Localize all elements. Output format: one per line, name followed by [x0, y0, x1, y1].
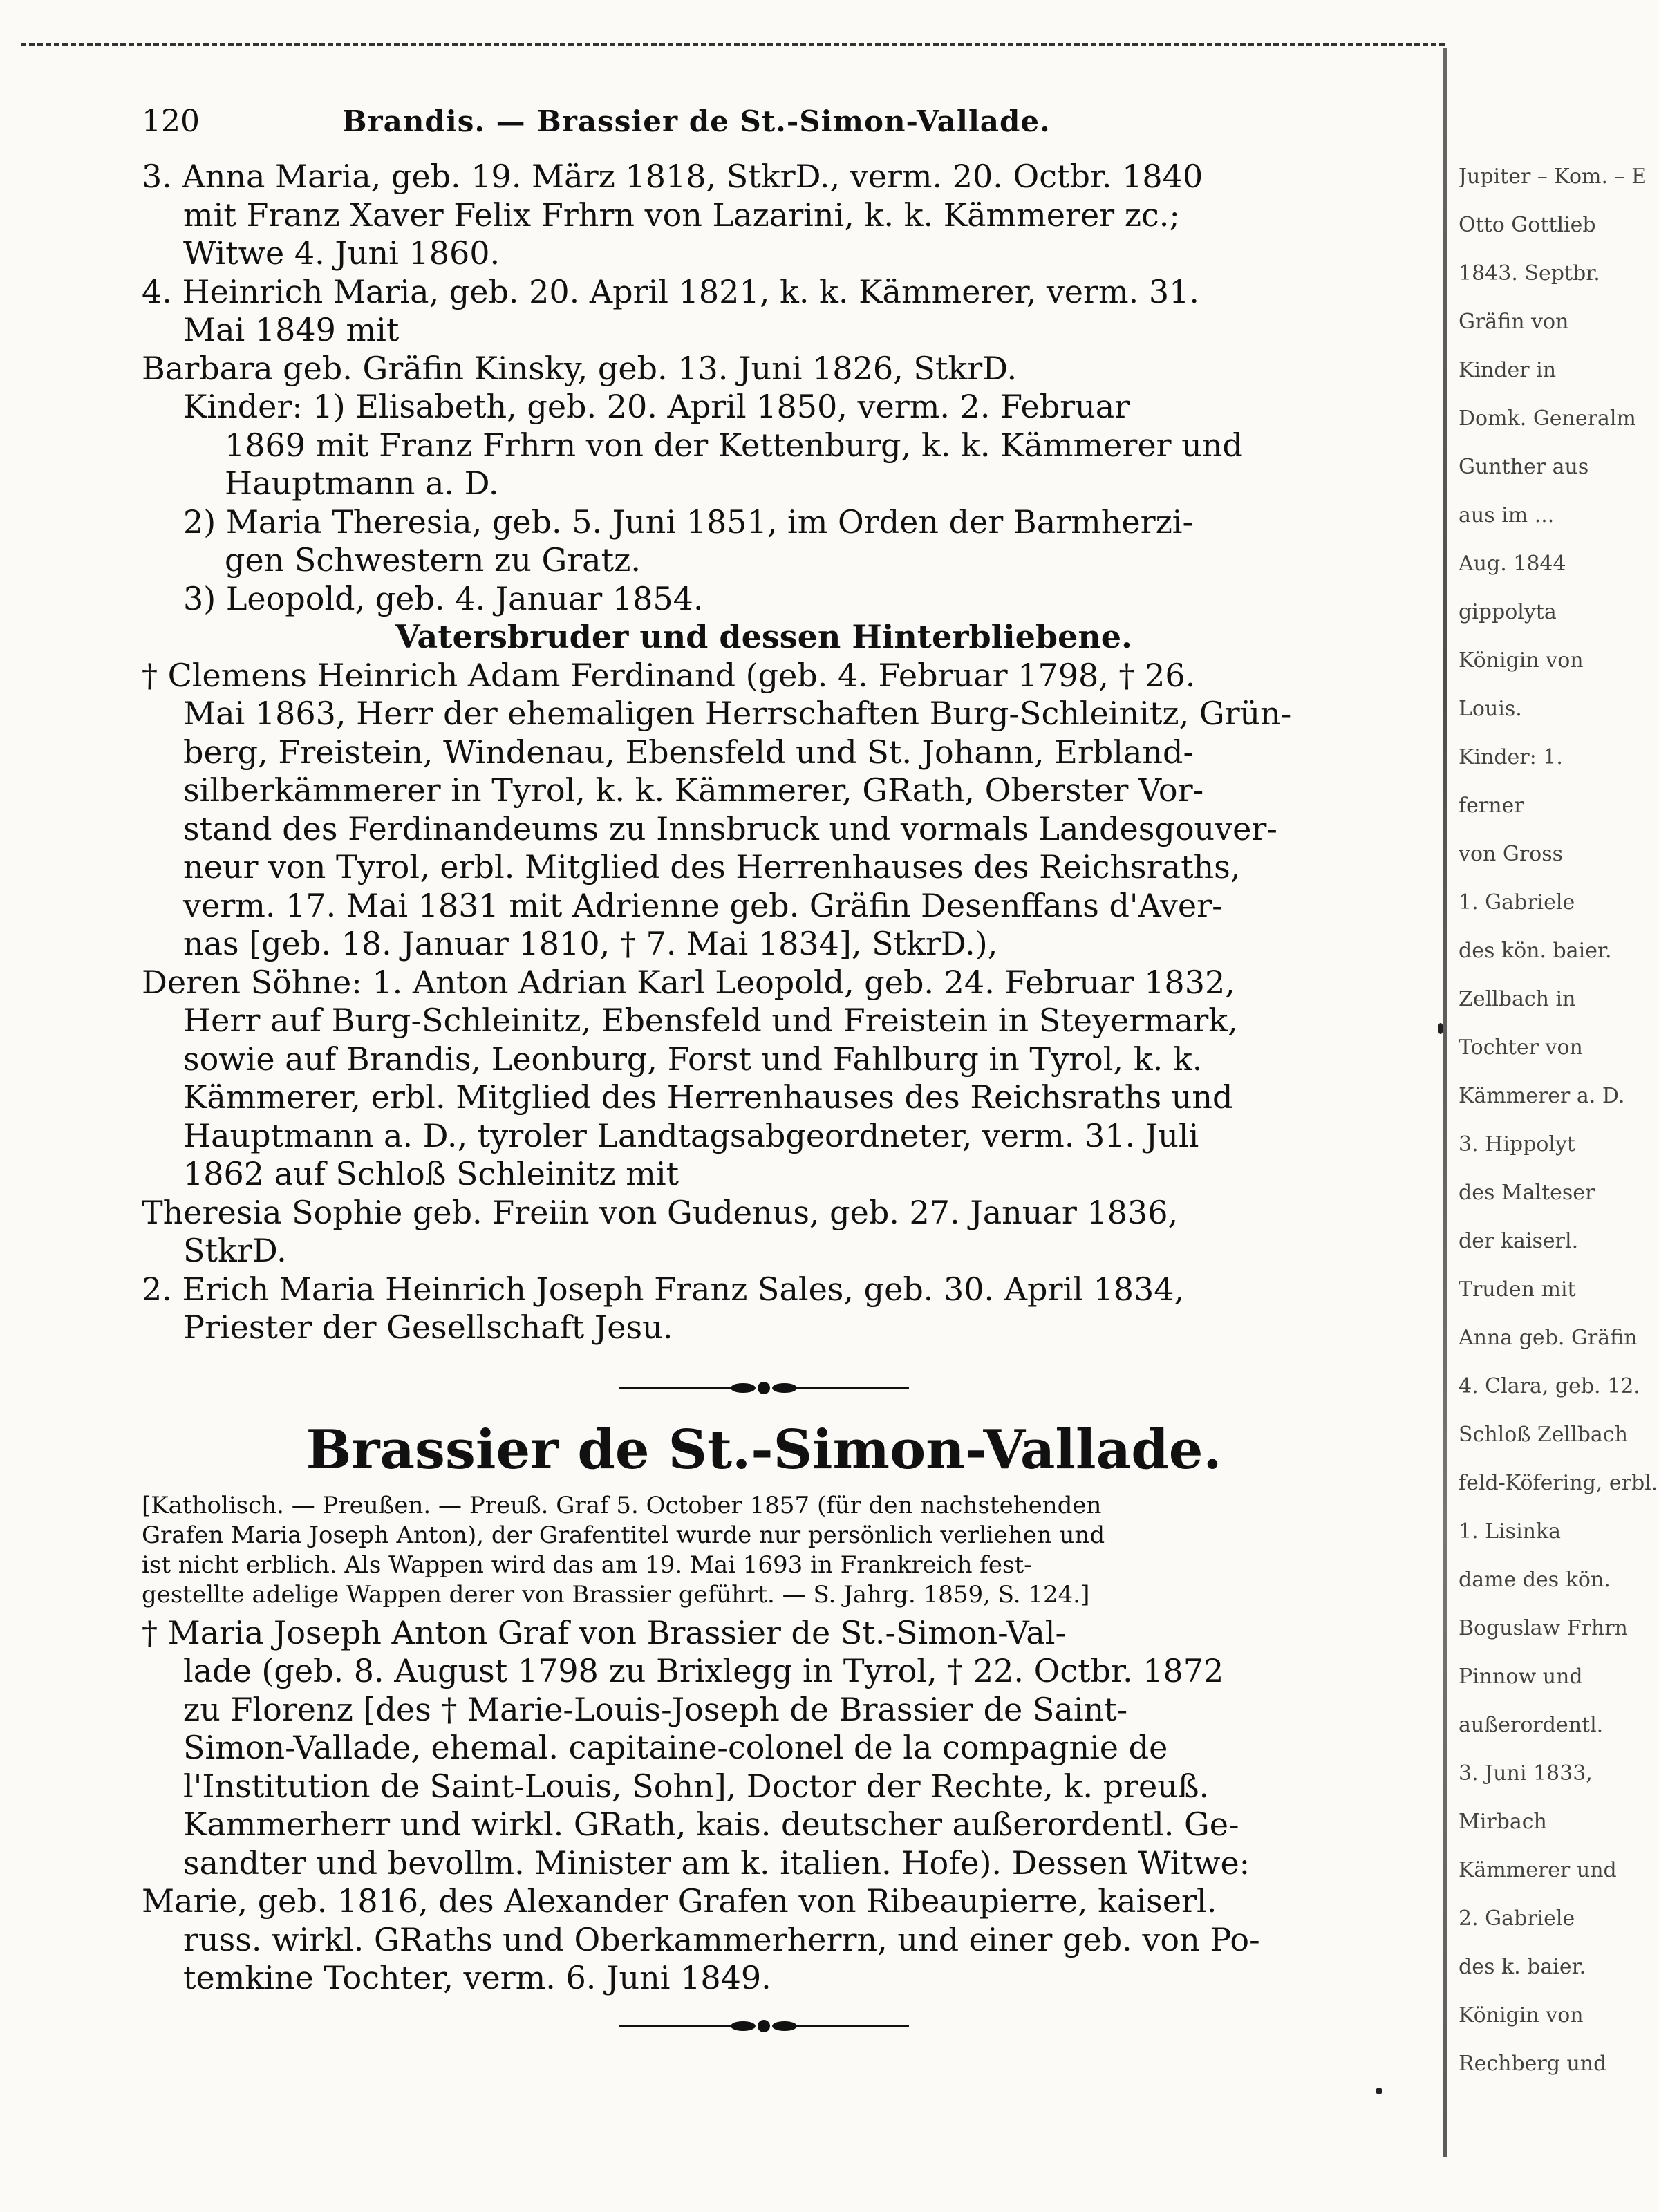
text-line: 1862 auf Schloß Schleinitz mit [183, 1155, 679, 1192]
text-line: StkrD. [183, 1232, 287, 1269]
intro-paragraph [142, 1491, 1386, 1610]
margin-fragment-line: 1. Lisinka [1459, 1521, 1562, 1544]
text-line: Hauptmann a. D. [225, 465, 499, 502]
margin-fragment-line: Pinnow und [1459, 1666, 1583, 1689]
page-number: 120 [142, 104, 200, 139]
text-line: temkine Tochter, verm. 6. Juni 1849. [183, 1959, 771, 1996]
text-line: Grafen Maria Joseph Anton), der Grafentitel wurde nur persönlich verliehen und [142, 1521, 1105, 1549]
text-line: sowie auf Brandis, Leonburg, Forst und Fahlburg in Tyrol, k. k. [183, 1040, 1203, 1078]
text-line: gen Schwestern zu Gratz. [225, 541, 641, 579]
text-line: Mai 1849 mit [183, 311, 400, 348]
text-line: Priester der Gesellschaft Jesu. [183, 1309, 673, 1346]
section-ornament-end [142, 2005, 1386, 2047]
text-line: verm. 17. Mai 1831 mit Adrienne geb. Gräfin Desenffans d'Aver- [183, 886, 1223, 924]
text-line: Hauptmann a. D., tyroler Landtagsabgeordneter, verm. 31. Juli [183, 1116, 1199, 1154]
text-line: Kämmerer, erbl. Mitglied des Herrenhauses des Reichsraths und [183, 1078, 1233, 1116]
margin-fragment-line: Truden mit [1459, 1279, 1576, 1302]
ornament-rule-icon [619, 2016, 909, 2036]
margin-fragment-line: 4. Clara, geb. 12. [1459, 1376, 1640, 1398]
text-line: mit Franz Xaver Felix Frhrn von Lazarini, k. k. Kämmerer zc.; [183, 196, 1180, 234]
text-line: lade (geb. 8. August 1798 zu Brixlegg in Tyrol, † 22. Octbr. 1872 [183, 1652, 1224, 1689]
subheading: Vatersbruder und dessen Hinterbliebene. [395, 618, 1133, 655]
page-header [142, 104, 1386, 158]
text-line: ist nicht erblich. Als Wappen wird das am 19. Mai 1693 in Frankreich fest- [142, 1550, 1032, 1579]
margin-fragment-line: des k. baier. [1459, 1956, 1586, 1979]
text-line: 1869 mit Franz Frhrn von der Kettenburg, k. k. Kämmerer und [225, 426, 1243, 464]
margin-fragment-line: Domk. Generalm [1459, 408, 1636, 431]
entry-brandis [142, 158, 1386, 2047]
text-line: 2. Erich Maria Heinrich Joseph Franz Sales, geb. 30. April 1834, [142, 1270, 1185, 1308]
text-line: gestellte adelige Wappen derer von Brassier geführt. — S. Jahrg. 1859, S. 124.] [142, 1580, 1090, 1609]
text-line: Mai 1863, Herr der ehemaligen Herrschaften Burg-Schleinitz, Grün- [183, 695, 1292, 732]
running-title: Brandis. — Brassier de St.-Simon-Vallade. [342, 104, 1051, 138]
text-line: l'Institution de Saint-Louis, Sohn], Doctor der Rechte, k. preuß. [183, 1767, 1210, 1805]
ornament-rule-icon [619, 1378, 909, 1398]
text-line: 2) Maria Theresia, geb. 5. Juni 1851, im Orden der Barmherzi- [183, 503, 1194, 541]
text-line: Deren Söhne: 1. Anton Adrian Karl Leopold, geb. 24. Februar 1832, [142, 963, 1235, 1001]
gutter-fold-line [1443, 48, 1447, 2157]
adjacent-page-fragment [1459, 166, 1659, 2101]
text-line: 3) Leopold, geb. 4. Januar 1854. [183, 579, 704, 617]
margin-fragment-line: 3. Hippolyt [1459, 1134, 1575, 1156]
top-page-rule [21, 43, 1445, 46]
ink-speck [1438, 1023, 1443, 1034]
text-line: silberkämmerer in Tyrol, k. k. Kämmerer, GRath, Oberster Vor- [183, 771, 1204, 809]
margin-fragment-line: außerordentl. [1459, 1714, 1604, 1737]
text-line: † Maria Joseph Anton Graf von Brassier de St.-Simon-Val- [142, 1613, 1067, 1651]
margin-fragment-line: Jupiter – Kom. – E [1459, 166, 1647, 189]
margin-fragment-line: feld-Köfering, erbl. [1459, 1472, 1658, 1495]
margin-fragment-line: 2. Gabriele [1459, 1908, 1575, 1931]
text-line: 4. Heinrich Maria, geb. 20. April 1821, k. k. Kämmerer, verm. 31. [142, 272, 1200, 310]
text-line: Barbara geb. Gräfin Kinsky, geb. 13. Juni 1826, StkrD. [142, 349, 1018, 387]
text-line: Herr auf Burg-Schleinitz, Ebensfeld und Freistein in Steyermark, [183, 1002, 1238, 1039]
text-line: Marie, geb. 1816, des Alexander Grafen von Ribeaupierre, kaiserl. [142, 1882, 1217, 1920]
margin-fragment-line: gippolyta [1459, 601, 1557, 624]
margin-fragment-line: Kinder: 1. [1459, 747, 1563, 769]
document-page [142, 104, 1386, 2047]
text-line: zu Florenz [des † Marie-Louis-Joseph de Brassier de Saint- [183, 1690, 1128, 1728]
margin-fragment-line: Gunther aus [1459, 456, 1589, 479]
text-line: russ. wirkl. GRaths und Oberkammerherrn, und einer geb. von Po- [183, 1920, 1260, 1958]
margin-fragment-line: aus im ... [1459, 505, 1555, 527]
text-line: Simon-Vallade, ehemal. capitaine-colonel de la compagnie de [183, 1729, 1168, 1766]
margin-fragment-line: 1. Gabriele [1459, 892, 1575, 915]
margin-fragment-line: des Malteser [1459, 1182, 1595, 1205]
margin-fragment-line: Rechberg und [1459, 2053, 1607, 2076]
margin-fragment-line: Kinder in [1459, 359, 1557, 382]
text-line: Witwe 4. Juni 1860. [183, 234, 500, 272]
ink-speck [1376, 2088, 1382, 2094]
text-line: [Katholisch. — Preußen. — Preuß. Graf 5. October 1857 (für den nachstehenden [142, 1491, 1102, 1519]
margin-fragment-line: Kämmerer und [1459, 1859, 1617, 1882]
text-line: † Clemens Heinrich Adam Ferdinand (geb. 4. Februar 1798, † 26. [142, 656, 1196, 694]
margin-fragment-line: Tochter von [1459, 1037, 1583, 1060]
margin-fragment-line: 3. Juni 1833, [1459, 1763, 1593, 1785]
margin-fragment-line: Louis. [1459, 698, 1522, 721]
entry-brassier [142, 1614, 1386, 1998]
margin-fragment-line: Zellbach in [1459, 988, 1576, 1011]
margin-fragment-line: Gräfin von [1459, 311, 1569, 334]
margin-fragment-line: 1843. Septbr. [1459, 263, 1600, 285]
margin-fragment-line: Königin von [1459, 2005, 1584, 2027]
margin-fragment-line: Schloß Zellbach [1459, 1424, 1628, 1447]
margin-fragment-line: Mirbach [1459, 1811, 1547, 1834]
margin-fragment-line: von Gross [1459, 843, 1564, 866]
margin-fragment-line: des kön. baier. [1459, 940, 1612, 963]
text-line: Theresia Sophie geb. Freiin von Gudenus, geb. 27. Januar 1836, [142, 1193, 1179, 1231]
text-line: berg, Freistein, Windenau, Ebensfeld und St. Johann, Erbland- [183, 733, 1194, 771]
margin-fragment-line: der kaiserl. [1459, 1230, 1579, 1253]
text-line: Kinder: 1) Elisabeth, geb. 20. April 1850, verm. 2. Februar [183, 388, 1130, 425]
text-line: Kammerherr und wirkl. GRath, kais. deutscher außerordentl. Ge- [183, 1806, 1239, 1843]
margin-fragment-line: dame des kön. [1459, 1569, 1611, 1592]
text-line: nas [geb. 18. Januar 1810, † 7. Mai 1834], StkrD.), [183, 925, 998, 962]
text-line: stand des Ferdinandeums zu Innsbruck und vormals Landesgouver- [183, 809, 1277, 847]
margin-fragment-line: Otto Gottlieb [1459, 214, 1596, 237]
margin-fragment-line: ferner [1459, 795, 1524, 818]
margin-fragment-line: Aug. 1844 [1459, 553, 1566, 576]
text-line: 3. Anna Maria, geb. 19. März 1818, StkrD., verm. 20. Octbr. 1840 [142, 158, 1203, 195]
margin-fragment-line: Anna geb. Gräfin [1459, 1327, 1638, 1350]
text-line: sandter und bevollm. Minister am k. italien. Hofe). Dessen Witwe: [183, 1844, 1250, 1882]
section-ornament [142, 1367, 1386, 1409]
section-title: Brassier de St.-Simon-Vallade. [306, 1418, 1222, 1481]
margin-fragment-line: Königin von [1459, 650, 1584, 673]
margin-fragment-line: Boguslaw Frhrn [1459, 1618, 1628, 1640]
text-line: neur von Tyrol, erbl. Mitglied des Herrenhauses des Reichsraths, [183, 848, 1241, 885]
margin-fragment-line: Kämmerer a. D. [1459, 1085, 1625, 1108]
